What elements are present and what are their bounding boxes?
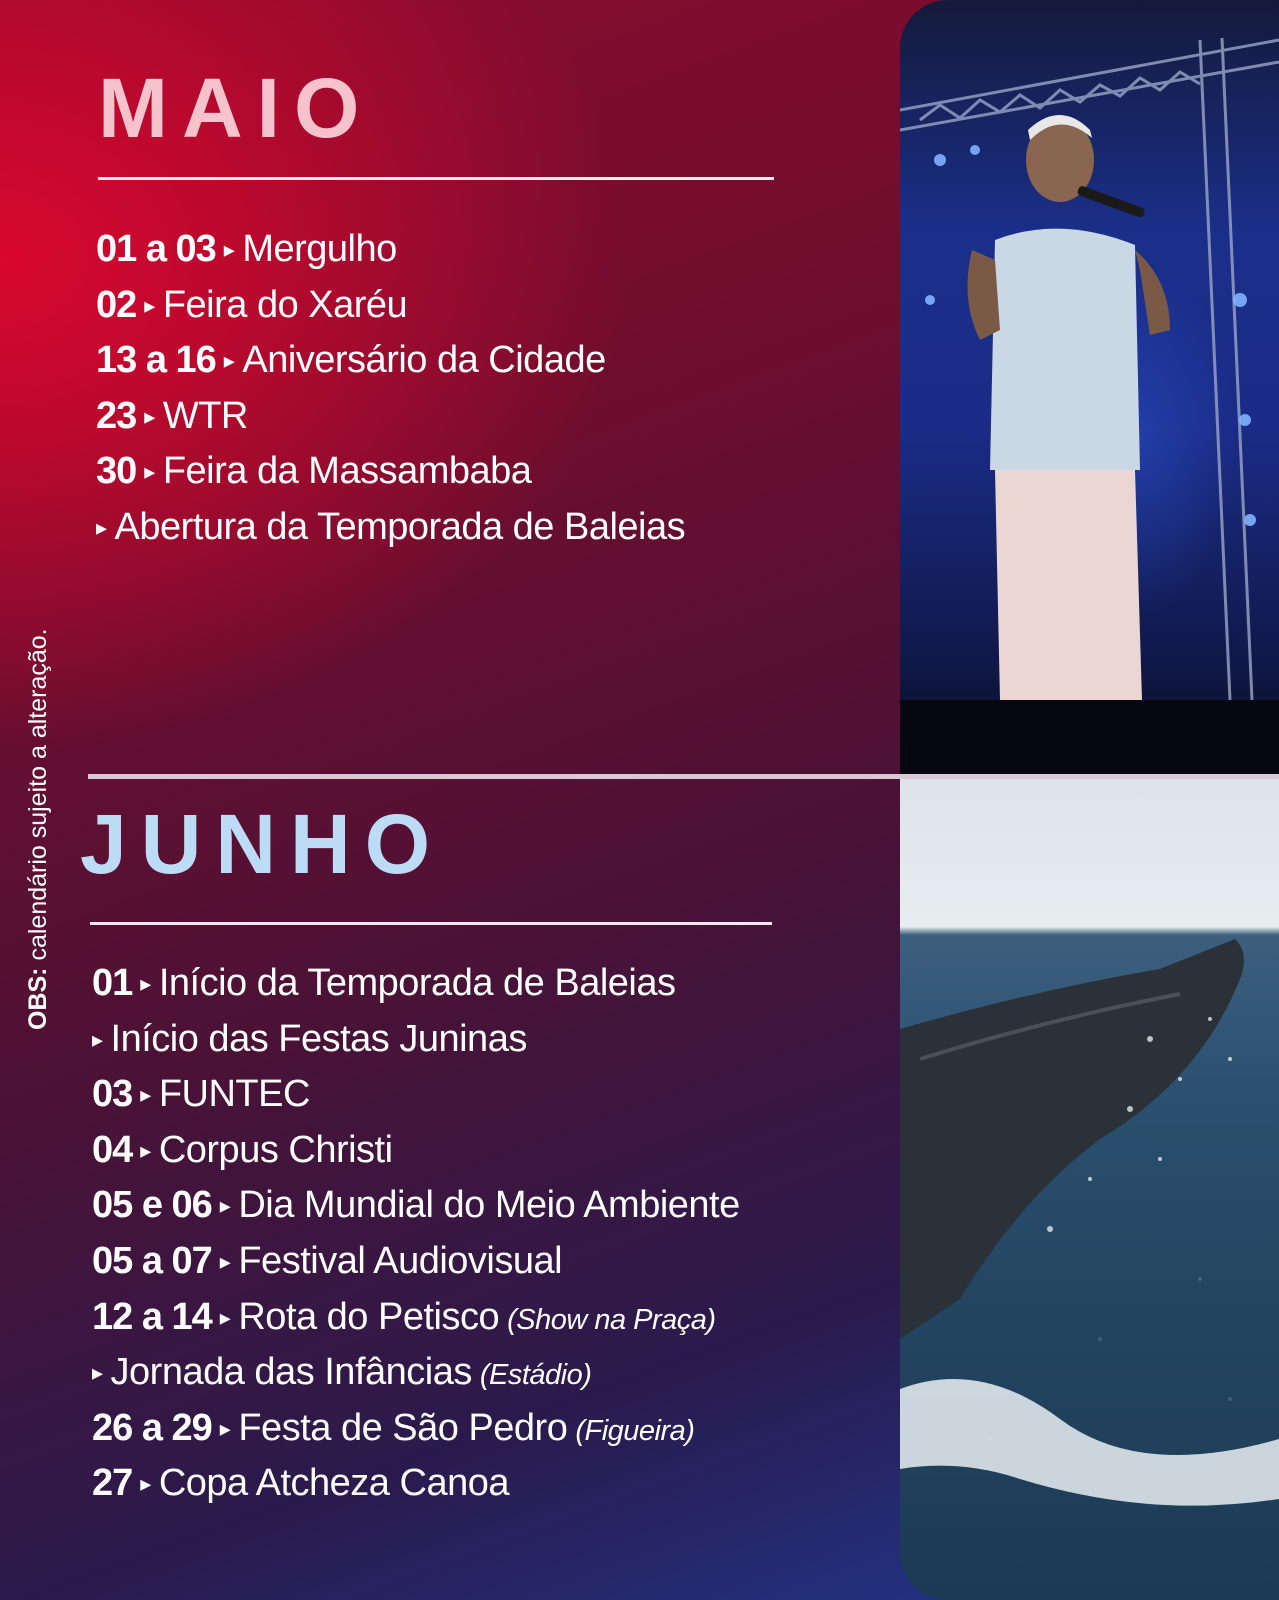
arrow-icon: ▸ xyxy=(219,1248,231,1274)
event-name: Abertura da Temporada de Baleias xyxy=(114,505,686,548)
arrow-icon: ▸ xyxy=(92,1360,103,1386)
event-date: 27 xyxy=(92,1462,133,1505)
event-date: 26 a 29 xyxy=(92,1406,212,1449)
arrow-icon: ▸ xyxy=(140,1471,151,1497)
event-name: Início da Temporada de Baleias xyxy=(158,962,676,1004)
arrow-icon: ▸ xyxy=(96,514,107,540)
event-item xyxy=(92,1067,740,1123)
arrow-icon: ▸ xyxy=(219,1304,231,1330)
event-name: Festival Audiovisual xyxy=(238,1239,563,1282)
event-name: WTR xyxy=(162,394,248,437)
event-date: 23 xyxy=(96,394,137,437)
whale-illustration xyxy=(900,779,1279,1600)
event-item xyxy=(92,1345,740,1401)
event-name: Copa Atcheza Canoa xyxy=(158,1462,509,1505)
event-item xyxy=(96,278,685,334)
event-date: 01 xyxy=(92,962,133,1004)
event-item xyxy=(92,1178,740,1234)
event-name: Dia Mundial do Meio Ambiente xyxy=(238,1184,740,1227)
event-name: Feira do Xaréu xyxy=(162,283,408,326)
arrow-icon: ▸ xyxy=(144,459,155,485)
event-item xyxy=(96,444,685,500)
junho-event-list xyxy=(92,956,740,1512)
event-venue-note: (Figueira) xyxy=(575,1414,695,1447)
arrow-icon: ▸ xyxy=(140,971,151,996)
event-item xyxy=(92,1234,740,1290)
maio-title: MAIO xyxy=(98,61,374,155)
obs-text: calendário sujeito a alteração. xyxy=(24,628,52,961)
arrow-icon: ▸ xyxy=(92,1026,103,1052)
event-date: 05 a 07 xyxy=(92,1239,212,1282)
event-item xyxy=(92,1456,740,1512)
event-name: Início das Festas Juninas xyxy=(110,1017,527,1060)
event-date: 02 xyxy=(96,283,137,326)
event-item xyxy=(92,1290,740,1346)
arrow-icon: ▸ xyxy=(219,1193,231,1219)
event-name: Festa de São Pedro xyxy=(238,1406,568,1449)
event-date: 05 e 06 xyxy=(92,1184,212,1227)
event-date: 04 xyxy=(92,1128,133,1171)
arrow-icon: ▸ xyxy=(144,403,155,429)
obs-note xyxy=(24,628,53,1030)
maio-divider xyxy=(98,177,774,180)
event-item xyxy=(92,1012,740,1068)
concert-photo xyxy=(900,0,1279,774)
arrow-icon: ▸ xyxy=(223,237,235,262)
event-name: Mergulho xyxy=(242,228,397,270)
event-venue-note: (Show na Praça) xyxy=(507,1303,716,1336)
obs-label: OBS: xyxy=(24,967,52,1030)
event-date: 13 a 16 xyxy=(96,339,216,382)
event-name: Aniversário da Cidade xyxy=(242,339,606,382)
arrow-icon: ▸ xyxy=(144,292,155,318)
event-item xyxy=(92,1123,740,1179)
event-item xyxy=(96,333,685,389)
event-date: 01 a 03 xyxy=(96,228,216,270)
event-name: FUNTEC xyxy=(158,1073,310,1116)
concert-illustration xyxy=(900,0,1279,774)
maio-event-list xyxy=(96,222,685,556)
event-name: Rota do Petisco xyxy=(238,1295,500,1338)
event-name: Jornada das Infâncias xyxy=(110,1351,472,1394)
arrow-icon: ▸ xyxy=(219,1415,231,1441)
event-item xyxy=(96,389,685,445)
event-venue-note: (Estádio) xyxy=(479,1359,592,1392)
arrow-icon: ▸ xyxy=(223,348,235,374)
event-item xyxy=(92,1401,740,1457)
arrow-icon: ▸ xyxy=(140,1137,151,1163)
event-name: Corpus Christi xyxy=(158,1128,393,1171)
event-date: 30 xyxy=(96,450,137,493)
arrow-icon: ▸ xyxy=(140,1082,151,1108)
junho-title: JUNHO xyxy=(80,797,445,891)
event-item xyxy=(92,956,740,1012)
event-date: 12 a 14 xyxy=(92,1295,212,1338)
event-date: 03 xyxy=(92,1073,133,1116)
whale-photo xyxy=(900,779,1279,1600)
event-item xyxy=(96,500,685,556)
event-name: Feira da Massambaba xyxy=(162,450,532,493)
junho-divider xyxy=(90,922,772,925)
event-item xyxy=(96,222,685,278)
